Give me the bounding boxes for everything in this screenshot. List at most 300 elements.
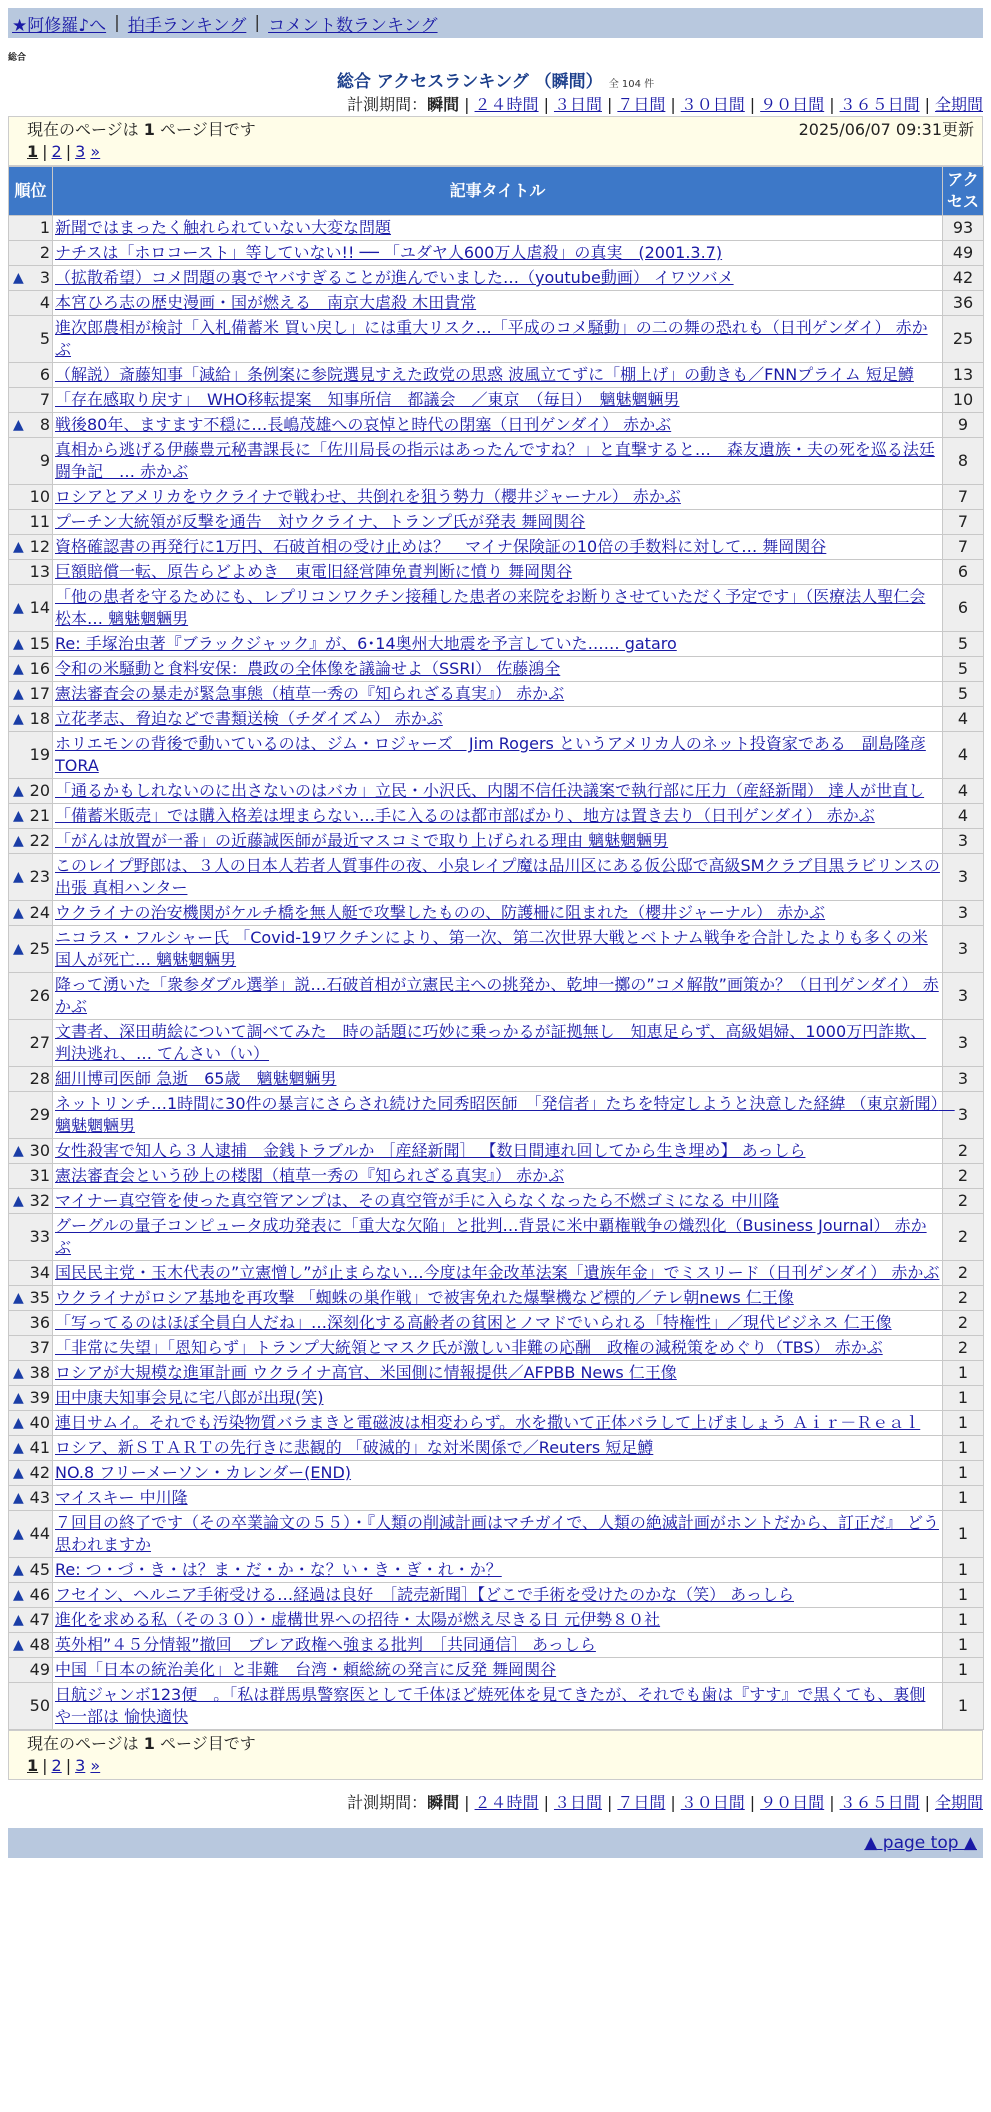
rank-number: 10 (29, 487, 50, 506)
title-cell (53, 1486, 943, 1511)
article-title-link[interactable]: ウクライナの治安機関がケルチ橋を無人艇で攻撃したものの、防護柵に阻まれた（櫻井ジャーナル） 赤かぶ (55, 903, 826, 922)
article-title-link[interactable]: 「がんは放置が一番」の近藤誠医師が最近マスコミで取り上げられる理由 魑魅魍魎男 (55, 831, 669, 850)
pager-link[interactable]: 2 (51, 1756, 62, 1775)
rank-number: 1 (39, 218, 50, 237)
title-cell (53, 1189, 943, 1214)
table-row (9, 1436, 984, 1461)
rank-cell (9, 1336, 53, 1361)
table-row (9, 1386, 984, 1411)
rank-number: 46 (29, 1585, 50, 1604)
period-link[interactable]: ７日間 (617, 1793, 666, 1812)
rank-cell (9, 1286, 53, 1311)
period-link[interactable]: ９０日間 (760, 95, 825, 114)
rank-cell (9, 829, 53, 854)
access-count: 49 (943, 241, 984, 266)
nav-comment-ranking-link[interactable]: コメント数ランキング (268, 15, 438, 36)
title-cell (53, 1164, 943, 1189)
title-cell (53, 266, 943, 291)
title-cell (53, 363, 943, 388)
title-cell (53, 438, 943, 485)
access-count: 4 (943, 804, 984, 829)
article-title-link[interactable]: 細川博司医師 急逝 65歳 魑魅魍魎男 (55, 1069, 337, 1088)
article-title-link[interactable]: ネットリンチ…1時間に30件の暴言にさらされ続けた同秀昭医師 「発信者」たちを特定しようと決意した経緯 （東京新聞） 魑魅魍魎男 (55, 1094, 955, 1135)
rank-up-arrow-icon: ▲ (13, 636, 24, 652)
table-row (9, 266, 984, 291)
rank-number: 5 (39, 329, 50, 348)
article-title-link[interactable]: ウクライナがロシア基地を再攻撃 「蜘蛛の巣作戦」で被害免れた爆撃機など標的／テレ朝news 仁王像 (55, 1288, 794, 1307)
title-cell (53, 1361, 943, 1386)
rank-number: 36 (29, 1313, 50, 1332)
rank-up-arrow-icon: ▲ (13, 270, 24, 286)
table-row (9, 1558, 984, 1583)
table-row (9, 854, 984, 901)
article-title-link[interactable]: Re: つ・づ・き・は？ま・だ・か・な？い・き・ぎ・れ・か？ (55, 1560, 502, 1579)
period-link[interactable]: ３０日間 (680, 1793, 745, 1812)
rank-number: 9 (39, 451, 50, 470)
table-row (9, 657, 984, 682)
page-position-text (27, 119, 256, 141)
period-separator: | (670, 95, 676, 114)
rank-number: 43 (29, 1488, 50, 1507)
rank-number: 28 (29, 1069, 50, 1088)
article-title-link[interactable]: 本宮ひろ志の歴史漫画・国が燃える 南京大虐殺 木田貴常 (55, 293, 477, 312)
rank-up-arrow-icon: ▲ (13, 1587, 24, 1603)
table-row (9, 973, 984, 1020)
rank-up-arrow-icon: ▲ (13, 783, 24, 799)
rank-number: 11 (29, 512, 50, 531)
period-label: 計測期間： (347, 1793, 428, 1812)
period-separator: | (543, 1793, 549, 1812)
rank-number: 12 (29, 537, 50, 556)
rank-cell (9, 1164, 53, 1189)
article-title-link[interactable]: NO.8 フリーメーソン・カレンダー(END) (55, 1463, 352, 1482)
rank-number: 18 (29, 709, 50, 728)
period-separator: | (924, 1793, 930, 1812)
table-row (9, 707, 984, 732)
rank-cell (9, 1583, 53, 1608)
table-row (9, 1361, 984, 1386)
rank-cell (9, 1411, 53, 1436)
access-count: 8 (943, 438, 984, 485)
rank-cell (9, 1189, 53, 1214)
period-link[interactable]: ２４時間 (474, 1793, 539, 1812)
rank-number: 37 (29, 1338, 50, 1357)
page-position-suffix: ページ目です (154, 120, 256, 139)
article-title-link[interactable]: 田中康夫知事会見に宅八郎が出現(笑) (55, 1388, 324, 1407)
period-link[interactable]: 全期間 (934, 1793, 983, 1812)
rank-cell (9, 535, 53, 560)
title-cell (53, 854, 943, 901)
rank-number: 48 (29, 1635, 50, 1654)
period-link[interactable]: ３日間 (553, 95, 602, 114)
article-title-link[interactable]: 巨額賠償一転、原告らどよめき 東電旧経営陣免責判断に憤り 舞岡関谷 (55, 562, 573, 581)
rank-number: 22 (29, 831, 50, 850)
title-cell (53, 1386, 943, 1411)
rank-number: 40 (29, 1413, 50, 1432)
table-row (9, 1020, 984, 1067)
rank-cell (9, 1486, 53, 1511)
pagination (27, 1755, 974, 1777)
page-title (0, 67, 991, 92)
pager-separator: | (65, 1756, 72, 1775)
article-title-link[interactable]: ７回目の終了です（その卒業論文の５５）・『人類の削減計画はマチガイで、人類の絶滅計画がホントだから、訂正だ』 どう思われますか (55, 1513, 939, 1554)
rank-number: 49 (29, 1660, 50, 1679)
rank-up-arrow-icon: ▲ (13, 686, 24, 702)
access-count: 3 (943, 854, 984, 901)
table-row (9, 1286, 984, 1311)
rank-up-arrow-icon: ▲ (13, 1562, 24, 1578)
article-title-link[interactable]: グーグルの量子コンピュータ成功発表に「重大な欠陥」と批判…背景に米中覇権戦争の熾烈化（Business Journal） 赤かぶ (55, 1216, 927, 1257)
rank-up-arrow-icon: ▲ (13, 539, 24, 555)
rank-up-arrow-icon: ▲ (13, 1612, 24, 1628)
table-row (9, 388, 984, 413)
title-cell (53, 707, 943, 732)
access-count: 42 (943, 266, 984, 291)
table-row (9, 1658, 984, 1683)
title-cell (53, 804, 943, 829)
period-separator: | (543, 95, 549, 114)
title-cell (53, 1067, 943, 1092)
period-separator: | (924, 95, 930, 114)
rank-number: 44 (29, 1524, 50, 1543)
access-count: 3 (943, 1067, 984, 1092)
rank-up-arrow-icon: ▲ (13, 808, 24, 824)
article-title-link[interactable]: フセイン、ヘルニア手術受ける…経過は良好 ［読売新聞］【どこで手術を受けたのかな（笑） あっしら (55, 1585, 795, 1604)
access-count: 5 (943, 682, 984, 707)
current-page-number: 1 (143, 120, 155, 139)
title-cell (53, 901, 943, 926)
total-count: 全 104 件 (608, 79, 655, 90)
table-row (9, 1067, 984, 1092)
title-cell (53, 1511, 943, 1558)
article-title-link[interactable]: 女性殺害で知人ら３人逮捕 金銭トラブルか ［産経新聞］ 【数日間連れ回してから生き埋め】 あっしら (55, 1141, 806, 1160)
article-title-link[interactable]: 真相から逃げる伊藤豊元秘書課長に「佐川局長の指示はあったんですね？」と直撃すると… 森友遺族・夫の死を巡る法廷闘争記 … 赤かぶ (55, 440, 935, 481)
access-count: 3 (943, 901, 984, 926)
table-row (9, 1214, 984, 1261)
table-row (9, 1092, 984, 1139)
table-row (9, 241, 984, 266)
access-count: 36 (943, 291, 984, 316)
rank-number: 27 (29, 1033, 50, 1052)
rank-cell (9, 510, 53, 535)
article-title-link[interactable]: 進次郎農相が検討「入札備蓄米 買い戻し」には重大リスク…「平成のコメ騒動」の二の舞の恐れも（日刊ゲンダイ） 赤かぶ (55, 318, 928, 359)
table-row (9, 1486, 984, 1511)
period-separator: | (829, 95, 835, 114)
rank-cell (9, 1558, 53, 1583)
article-title-link[interactable]: 英外相”４５分情報”撤回 ブレア政権へ強まる批判 ［共同通信］ あっしら (55, 1635, 596, 1654)
title-cell (53, 413, 943, 438)
access-count: 4 (943, 779, 984, 804)
table-row (9, 1583, 984, 1608)
title-cell (53, 973, 943, 1020)
title-cell (53, 926, 943, 973)
access-count: 4 (943, 707, 984, 732)
article-title-link[interactable]: マイスキー 中川隆 (55, 1488, 188, 1507)
article-title-link[interactable]: 立花孝志、脅迫などで書類送検（チダイズム） 赤かぶ (55, 709, 443, 728)
rank-number: 30 (29, 1141, 50, 1160)
rank-cell (9, 732, 53, 779)
title-cell (53, 632, 943, 657)
access-count: 3 (943, 1092, 984, 1139)
table-row (9, 413, 984, 438)
rank-cell (9, 1261, 53, 1286)
rank-number: 42 (29, 1463, 50, 1482)
nav-home-link[interactable]: ★阿修羅♪へ (12, 15, 107, 36)
table-row (9, 682, 984, 707)
title-cell (53, 1633, 943, 1658)
page-info-box-bottom (8, 1730, 983, 1780)
rank-cell (9, 707, 53, 732)
article-title-link[interactable]: 「存在感取り戻す」 WHO移転提案 知事所信 都議会 ／東京 （毎日） 魑魅魍魎男 (55, 390, 680, 409)
rank-number: 20 (29, 781, 50, 800)
table-row (9, 804, 984, 829)
article-title-link[interactable]: マイナー真空管を使った真空管アンプは、その真空管が手に入らなくなったら不燃ゴミになる 中川隆 (55, 1191, 780, 1210)
rank-cell (9, 1633, 53, 1658)
current-page-number: 1 (143, 1734, 155, 1753)
category-label: 総合 (8, 53, 27, 63)
rank-number: 24 (29, 903, 50, 922)
rank-number: 2 (39, 243, 50, 262)
ranking-title: 総合 アクセスランキング （瞬間） (336, 72, 603, 92)
rank-cell (9, 1020, 53, 1067)
article-title-link[interactable]: 連日サムイ。それでも汚染物質バラまきと電磁波は相変わらず。水を撒いて正体バラして上げましょう Ａｉｒ－Ｒｅａｌ (55, 1413, 921, 1432)
rank-number: 15 (29, 634, 50, 653)
rank-number: 7 (39, 390, 50, 409)
period-current: 瞬間 (427, 1793, 460, 1812)
article-title-link[interactable]: 令和の米騒動と食料安保：農政の全体像を議論せよ（SSRI） 佐藤鴻全 (55, 659, 561, 678)
rank-cell (9, 682, 53, 707)
rank-cell (9, 266, 53, 291)
title-cell (53, 732, 943, 779)
article-title-link[interactable]: （拡散希望）コメ問題の裏でヤバすぎることが進んでいました…（youtube動画） イワツバメ (55, 268, 734, 287)
article-title-link[interactable]: 「他の患者を守るためにも、レプリコンワクチン接種した患者の来院をお断りさせていただく予定です」（医療法人聖仁会 松本… 魑魅魍魎男 (55, 587, 926, 628)
page-top-link[interactable]: ▲ page top ▲ (864, 1833, 977, 1853)
rank-cell (9, 585, 53, 632)
access-count: 1 (943, 1658, 984, 1683)
title-cell (53, 1336, 943, 1361)
rank-number: 31 (29, 1166, 50, 1185)
access-count: 6 (943, 560, 984, 585)
rank-cell (9, 1361, 53, 1386)
table-row (9, 632, 984, 657)
table-row (9, 363, 984, 388)
article-title-link[interactable]: ロシアが大規模な進軍計画 ウクライナ高官、米国側に情報提供／AFPBB News 仁王像 (55, 1363, 677, 1382)
period-link[interactable]: ９０日間 (760, 1793, 825, 1812)
pager-link[interactable]: 3 (75, 1756, 86, 1775)
access-count: 2 (943, 1286, 984, 1311)
title-cell (53, 1558, 943, 1583)
ranking-table (8, 166, 984, 1730)
article-title-link[interactable]: 新聞ではまったく触れられていない大変な問題 (55, 218, 392, 237)
title-cell (53, 216, 943, 241)
article-title-link[interactable]: ロシア、新ＳＴＡＲＴの先行きに悲観的 「破滅的」な対米関係で／Reuters 短足鱒 (55, 1438, 654, 1457)
pager-link[interactable]: 3 (75, 142, 86, 161)
title-cell (53, 560, 943, 585)
article-title-link[interactable]: 日航ジャンボ123便 。「私は群馬県警察医として千体ほど焼死体を見てきたが、それでも歯は『すす』で黒くても、裏側や一部は 愉快適快 (55, 1685, 926, 1726)
table-row (9, 510, 984, 535)
article-title-link[interactable]: 憲法審査会という砂上の楼閣（植草一秀の『知られざる真実』） 赤かぶ (55, 1166, 565, 1185)
rank-cell (9, 779, 53, 804)
access-count: 2 (943, 1139, 984, 1164)
access-count: 5 (943, 657, 984, 682)
rank-up-arrow-icon: ▲ (13, 941, 24, 957)
article-title-link[interactable]: ナチスは「ホロコースト」等していない!! ── 「ユダヤ人600万人虐殺」の真実 (2001.3.7) (55, 243, 723, 262)
period-separator: | (670, 1793, 676, 1812)
table-row (9, 560, 984, 585)
article-title-link[interactable]: 憲法審査会の暴走が緊急事態（植草一秀の『知られざる真実』） 赤かぶ (55, 684, 565, 703)
access-count: 3 (943, 973, 984, 1020)
pager-separator: | (65, 142, 72, 161)
period-separator: | (749, 95, 756, 114)
title-cell (53, 1411, 943, 1436)
pager-next-link[interactable]: » (90, 1756, 101, 1775)
article-title-link[interactable]: 国民民主党・玉木代表の”立憲憎し”が止まらない…今度は年金改革法案「遺族年金」でミスリード（日刊ゲンダイ） 赤かぶ (55, 1263, 940, 1282)
rank-number: 13 (29, 562, 50, 581)
table-row (9, 438, 984, 485)
rank-up-arrow-icon: ▲ (13, 1526, 24, 1542)
title-cell (53, 388, 943, 413)
period-separator: | (749, 1793, 756, 1812)
pager-current: 1 (27, 142, 39, 161)
rank-up-arrow-icon: ▲ (13, 1637, 24, 1653)
rank-number: 8 (39, 415, 50, 434)
rank-cell (9, 363, 53, 388)
access-count: 2 (943, 1261, 984, 1286)
table-row (9, 926, 984, 973)
table-row (9, 535, 984, 560)
rank-number: 23 (29, 867, 50, 886)
article-title-link[interactable]: 「備蓄米販売」では購入格差は埋まらない…手に入るのは都市部ばかり、地方は置き去り（日刊ゲンダイ） 赤かぶ (55, 806, 875, 825)
rank-up-arrow-icon: ▲ (13, 905, 24, 921)
pager-separator: | (42, 1756, 48, 1775)
period-link[interactable]: 全期間 (934, 95, 983, 114)
rank-number: 4 (39, 293, 50, 312)
period-link[interactable]: ３日間 (553, 1793, 602, 1812)
rank-number: 41 (29, 1438, 50, 1457)
title-cell (53, 291, 943, 316)
access-count: 2 (943, 1311, 984, 1336)
period-selector (8, 94, 983, 116)
article-title-link[interactable]: 「写ってるのはほぼ全員白人だね」…深刻化する高齢者の貧困とノマドでいられる「特権性」／現代ビジネス 仁王像 (55, 1313, 892, 1332)
access-count: 1 (943, 1683, 984, 1730)
table-row (9, 1461, 984, 1486)
updated-timestamp: 2025/06/07 09:31更新 (798, 120, 974, 139)
period-label: 計測期間： (347, 95, 428, 114)
title-cell (53, 779, 943, 804)
page-position-text (27, 1733, 256, 1755)
period-link[interactable]: ７日間 (617, 95, 666, 114)
period-separator: | (464, 1793, 470, 1812)
rank-cell (9, 1067, 53, 1092)
title-cell (53, 682, 943, 707)
access-count: 1 (943, 1558, 984, 1583)
col-header-rank: 順位 (9, 167, 53, 216)
access-count: 7 (943, 510, 984, 535)
article-title-link[interactable]: このレイプ野郎は、３人の日本人若者人質事件の夜、小泉レイプ魔は品川区にある仮公邸で高級SMクラブ目黒ラビリンスの出張 真相ハンター (55, 856, 940, 897)
nav-applause-ranking-link[interactable]: 拍手ランキング (127, 15, 247, 36)
table-row (9, 216, 984, 241)
rank-cell (9, 1214, 53, 1261)
access-count: 7 (943, 485, 984, 510)
rank-cell (9, 438, 53, 485)
title-cell (53, 1683, 943, 1730)
rank-number: 35 (29, 1288, 50, 1307)
rank-number: 17 (29, 684, 50, 703)
access-count: 2 (943, 1214, 984, 1261)
nav-separator: | (254, 13, 261, 33)
rank-cell (9, 1461, 53, 1486)
rank-up-arrow-icon: ▲ (13, 869, 24, 885)
title-cell (53, 1583, 943, 1608)
article-title-link[interactable]: 「非常に失望」「恩知らず」トランプ大統領とマスク氏が激しい非難の応酬 政権の減税策をめぐり（TBS） 赤かぶ (55, 1338, 883, 1357)
period-link[interactable]: ２４時間 (474, 95, 539, 114)
title-cell (53, 1139, 943, 1164)
rank-up-arrow-icon: ▲ (13, 600, 24, 616)
rank-up-arrow-icon: ▲ (13, 1415, 24, 1431)
rank-cell (9, 901, 53, 926)
article-title-link[interactable]: （解説）斎藤知事「減給」条例案に参院選見すえた政党の思惑 波風立てずに「棚上げ」の動きも／FNNプライム 短足鱒 (55, 365, 914, 384)
article-title-link[interactable]: 戦後80年、ますます不穏に…長嶋茂雄への哀悼と時代の閉塞（日刊ゲンダイ） 赤かぶ (55, 415, 672, 434)
access-count: 3 (943, 926, 984, 973)
article-title-link[interactable]: ロシアとアメリカをウクライナで戦わせ、共倒れを狙う勢力（櫻井ジャーナル） 赤かぶ (55, 487, 681, 506)
period-link[interactable]: ３０日間 (680, 95, 745, 114)
rank-cell (9, 1608, 53, 1633)
article-title-link[interactable]: Re: 手塚治虫著『ブラックジャック』が、6･14奥州大地震を予言していた…… gataro (55, 634, 677, 653)
pager-next-link[interactable]: » (90, 142, 101, 161)
title-cell (53, 485, 943, 510)
rank-number: 50 (29, 1696, 50, 1715)
table-row (9, 585, 984, 632)
article-title-link[interactable]: 降って湧いた「衆参ダブル選挙」説…石破首相が立憲民主への挑発か、乾坤一擲の”コメ解散”画策か？（日刊ゲンダイ） 赤かぶ (55, 975, 939, 1016)
article-title-link[interactable]: 資格確認書の再発行に1万円、石破首相の受け止めは？ マイナ保険証の10倍の手数料に対して… 舞岡関谷 (55, 537, 827, 556)
rank-cell (9, 1436, 53, 1461)
rank-cell (9, 485, 53, 510)
page-info-box (8, 116, 983, 166)
period-separator: | (606, 95, 613, 114)
table-row (9, 316, 984, 363)
table-row (9, 901, 984, 926)
rank-up-arrow-icon: ▲ (13, 1465, 24, 1481)
article-title-link[interactable]: 文書者、深田萌絵について調べてみた 時の話題に巧妙に乗っかるが証拠無し 知恵足らず、高級娼婦、1000万円詐欺、判決逃れ、… てんさい（い） (55, 1022, 927, 1063)
period-link[interactable]: ３６５日間 (839, 95, 920, 114)
rank-up-arrow-icon: ▲ (13, 1490, 24, 1506)
article-title-link[interactable]: ホリエモンの背後で動いているのは、ジム・ロジャーズ Jim Rogers というアメリカ人のネット投資家である 副島隆彦 TORA (55, 734, 926, 775)
article-title-link[interactable]: 中国「日本の統治美化」と非難 台湾・頼総統の発言に反発 舞岡関谷 (55, 1660, 557, 1679)
table-row (9, 1139, 984, 1164)
table-header-row (9, 167, 984, 216)
rank-cell (9, 1511, 53, 1558)
rank-number: 16 (29, 659, 50, 678)
table-row (9, 1261, 984, 1286)
title-cell (53, 1214, 943, 1261)
title-cell (53, 1261, 943, 1286)
article-title-link[interactable]: ニコラス・フルシャー氏 「Covid-19ワクチンにより、第一次、第二次世界大戦とベトナム戦争を合計したよりも多くの米国人が死亡… 魑魅魍魎男 (55, 928, 928, 969)
page-position-prefix: 現在のページは (27, 120, 144, 139)
rank-number: 6 (39, 365, 50, 384)
pager-link[interactable]: 2 (51, 142, 62, 161)
period-link[interactable]: ３６５日間 (839, 1793, 920, 1812)
period-separator: | (829, 1793, 835, 1812)
rank-up-arrow-icon: ▲ (13, 1290, 24, 1306)
title-cell (53, 1608, 943, 1633)
article-title-link[interactable]: 「通るかもしれないのに出さないのはバカ」立民・小沢氏、内閣不信任決議案で執行部に圧力（産経新聞） 達人が世直し (55, 781, 925, 800)
article-title-link[interactable]: 進化を求める私（その３０）・虚構世界への招待・太陽が燃え尽きる日 元伊勢８０社 (55, 1610, 661, 1629)
access-count: 1 (943, 1411, 984, 1436)
article-title-link[interactable]: プーチン大統領が反撃を通告 対ウクライナ、トランプ氏が発表 舞岡関谷 (55, 512, 586, 531)
rank-cell (9, 1092, 53, 1139)
title-cell (53, 1020, 943, 1067)
table-row (9, 1189, 984, 1214)
